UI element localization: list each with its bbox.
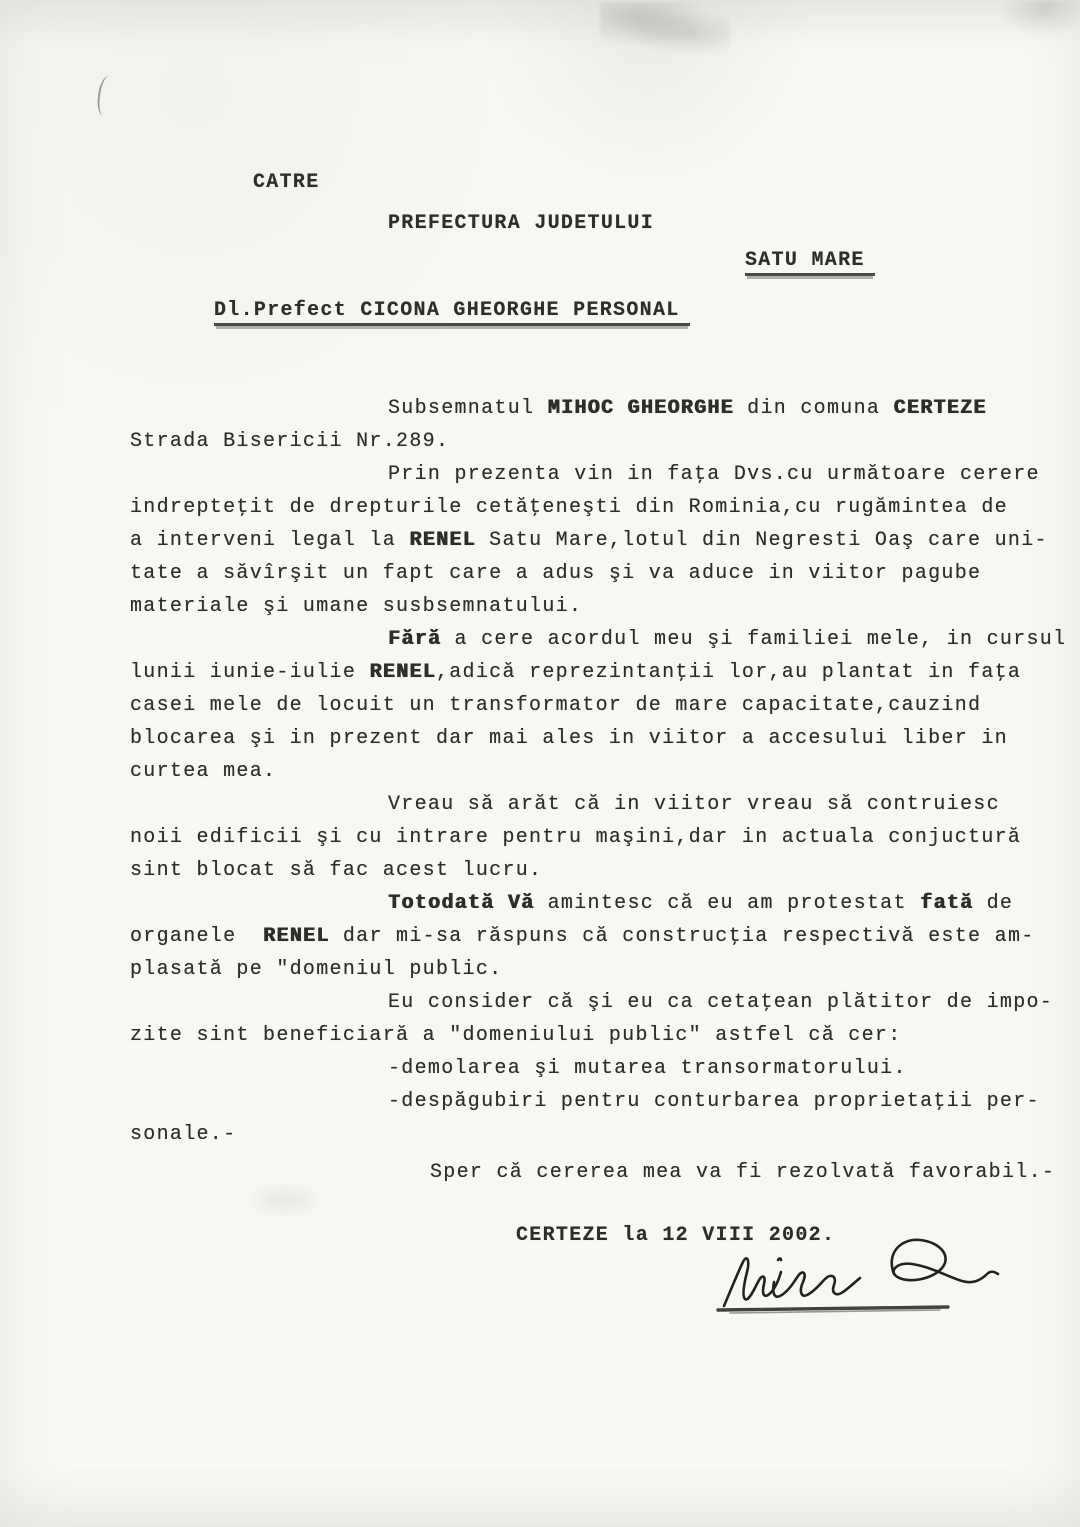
body-line: sonale.-	[130, 1123, 237, 1146]
body-line: lunii iunie-iulie RENEL,adică reprezintanţii lor,au plantat in faţa	[130, 661, 1022, 684]
body-line: a interveni legal la RENEL Satu Mare,lotul din Negresti Oaş care uni-	[130, 529, 1048, 552]
body-line: Totodată Vă amintesc că eu am protestat fată de	[388, 892, 1014, 915]
scan-smudge	[600, 2, 730, 54]
closing-line: Sper că cererea mea va fi rezolvată favorabil.-	[430, 1161, 1056, 1184]
body-line: Fără a cere acordul meu şi familiei mele, in cursul	[388, 628, 1067, 651]
body-line: -despăgubiri pentru conturbarea proprietaţii per-	[388, 1090, 1040, 1113]
scan-smudge	[990, 0, 1080, 40]
body-line: organele RENEL dar mi-sa răspuns că construcţia respectivă este am-	[130, 925, 1035, 948]
body-line: Subsemnatul MIHOC GHEORGHE din comuna CERTEZE	[388, 397, 987, 420]
body-line: materiale şi umane susbsemnatului.	[130, 595, 583, 618]
handwritten-signature	[690, 1230, 1010, 1330]
body-line: tate a săvîrşit un fapt care a adus şi va aduce in viitor pagube	[130, 562, 982, 585]
body-line: blocarea şi in prezent dar mai ales in viitor a accesului liber in	[130, 727, 1008, 750]
body-line: Prin prezenta vin in faţa Dvs.cu următoare cerere	[388, 463, 1040, 486]
body-line: casei mele de locuit un transformator de mare capacitate,cauzind	[130, 694, 982, 717]
body-line: noii edificii şi cu intrare pentru maşini,dar in actuala conjuctură	[130, 826, 1022, 849]
body-line: plasată pe "domeniul public.	[130, 958, 503, 981]
county-name: SATU MARE	[745, 244, 875, 277]
body-line: Vreau să arăt că in viitor vreau să contruiesc	[388, 793, 1000, 816]
body-line: curtea mea.	[130, 760, 277, 783]
body-line: indrepteţit de drepturile cetăţeneşti din Rominia,cu rugămintea de	[130, 496, 1008, 519]
attention-line: Dl.Prefect CICONA GHEORGHE PERSONAL	[214, 294, 690, 327]
institution-name: PREFECTURA JUDETULUI	[388, 212, 655, 235]
scan-smudge	[240, 1180, 330, 1220]
body-line: sint blocat să fac acest lucru.	[130, 859, 543, 882]
body-line: zite sint beneficiară a "domeniului public" astfel că cer:	[130, 1024, 902, 1047]
body-line: Strada Bisericii Nr.289.	[130, 430, 450, 453]
letter-body	[130, 392, 1067, 1151]
pen-mark	[95, 75, 116, 117]
body-line: Eu consider că şi eu ca cetaţean plătitor de impo-	[388, 991, 1054, 1014]
salutation: CATRE	[253, 171, 320, 194]
date-line: CERTEZE la 12 VIII 2002.	[516, 1224, 836, 1247]
body-line: -demolarea şi mutarea transormatorului.	[388, 1057, 907, 1080]
